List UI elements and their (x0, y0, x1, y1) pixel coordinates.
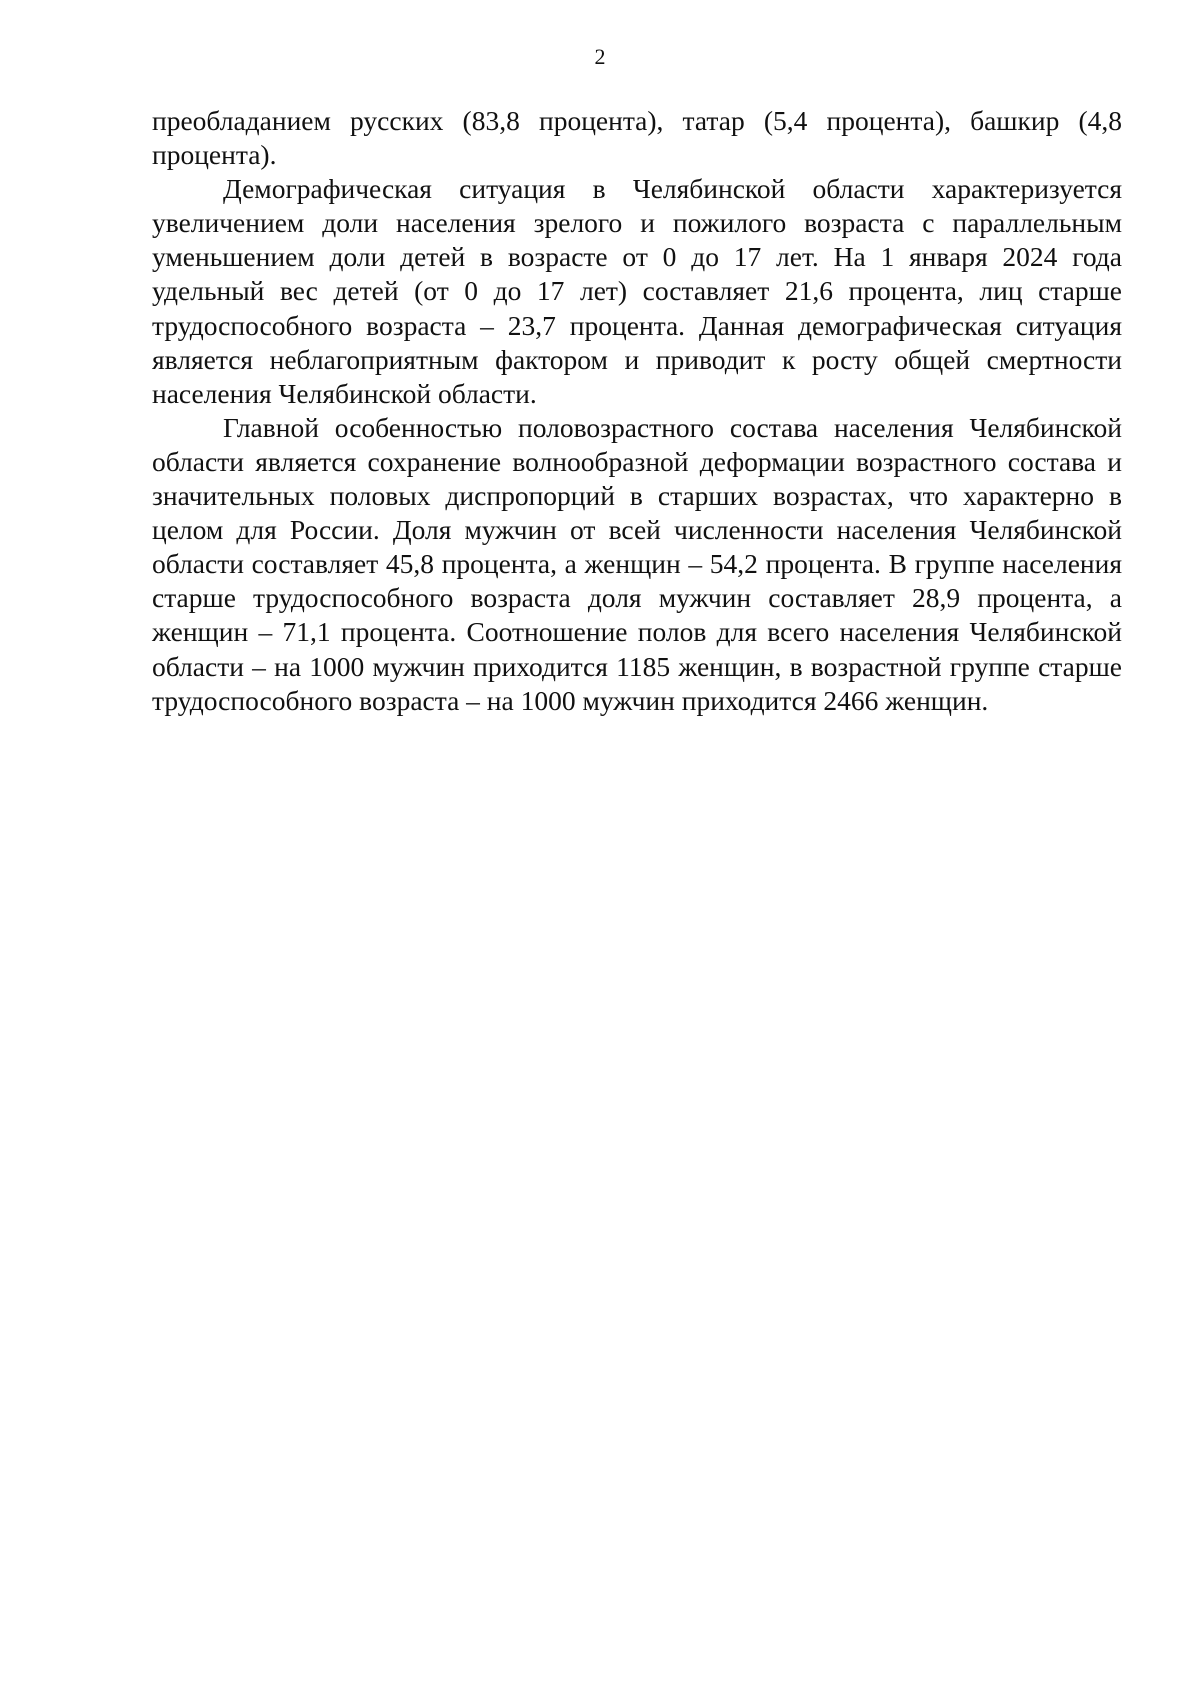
page-number: 2 (594, 44, 606, 69)
paragraph-ethnic-composition: преобладанием русских (83,8 процента), татар (5,4 процента), башкир (4,8 процента). (152, 105, 1122, 171)
document-body (152, 104, 1122, 718)
paragraph-demographic-situation: Демографическая ситуация в Челябинской области характеризуется увеличением доли населения зрелого и пожилого возраста с параллельным уменьшением доли детей в возрасте от 0 до 17 лет. На 1 января 2024 года удельный вес детей (от 0 до 17 лет) составляет 21,6 процента, лиц старше трудоспособного возраста – 23,7 процента. Данная демографическая ситуация является неблагоприятным фактором и приводит к росту общей смертности населения Челябинской области. (152, 173, 1122, 409)
paragraph-sex-age-composition: Главной особенностью половозрастного состава населения Челябинской области является сохранение волнообразной деформации возрастного состава и значительных половых диспропорций в старших возрастах, что характерно в целом для России. Доля мужчин от всей численности населения Челябинской области составляет 45,8 процента, а женщин – 54,2 процента. В группе населения старше трудоспособного возраста доля мужчин составляет 28,9 процента, а женщин – 71,1 процента. Соотношение полов для всего населения Челябинской области – на 1000 мужчин приходится 1185 женщин, в возрастной группе старше трудоспособного возраста – на 1000 мужчин приходится 2466 женщин. (152, 411, 1122, 716)
